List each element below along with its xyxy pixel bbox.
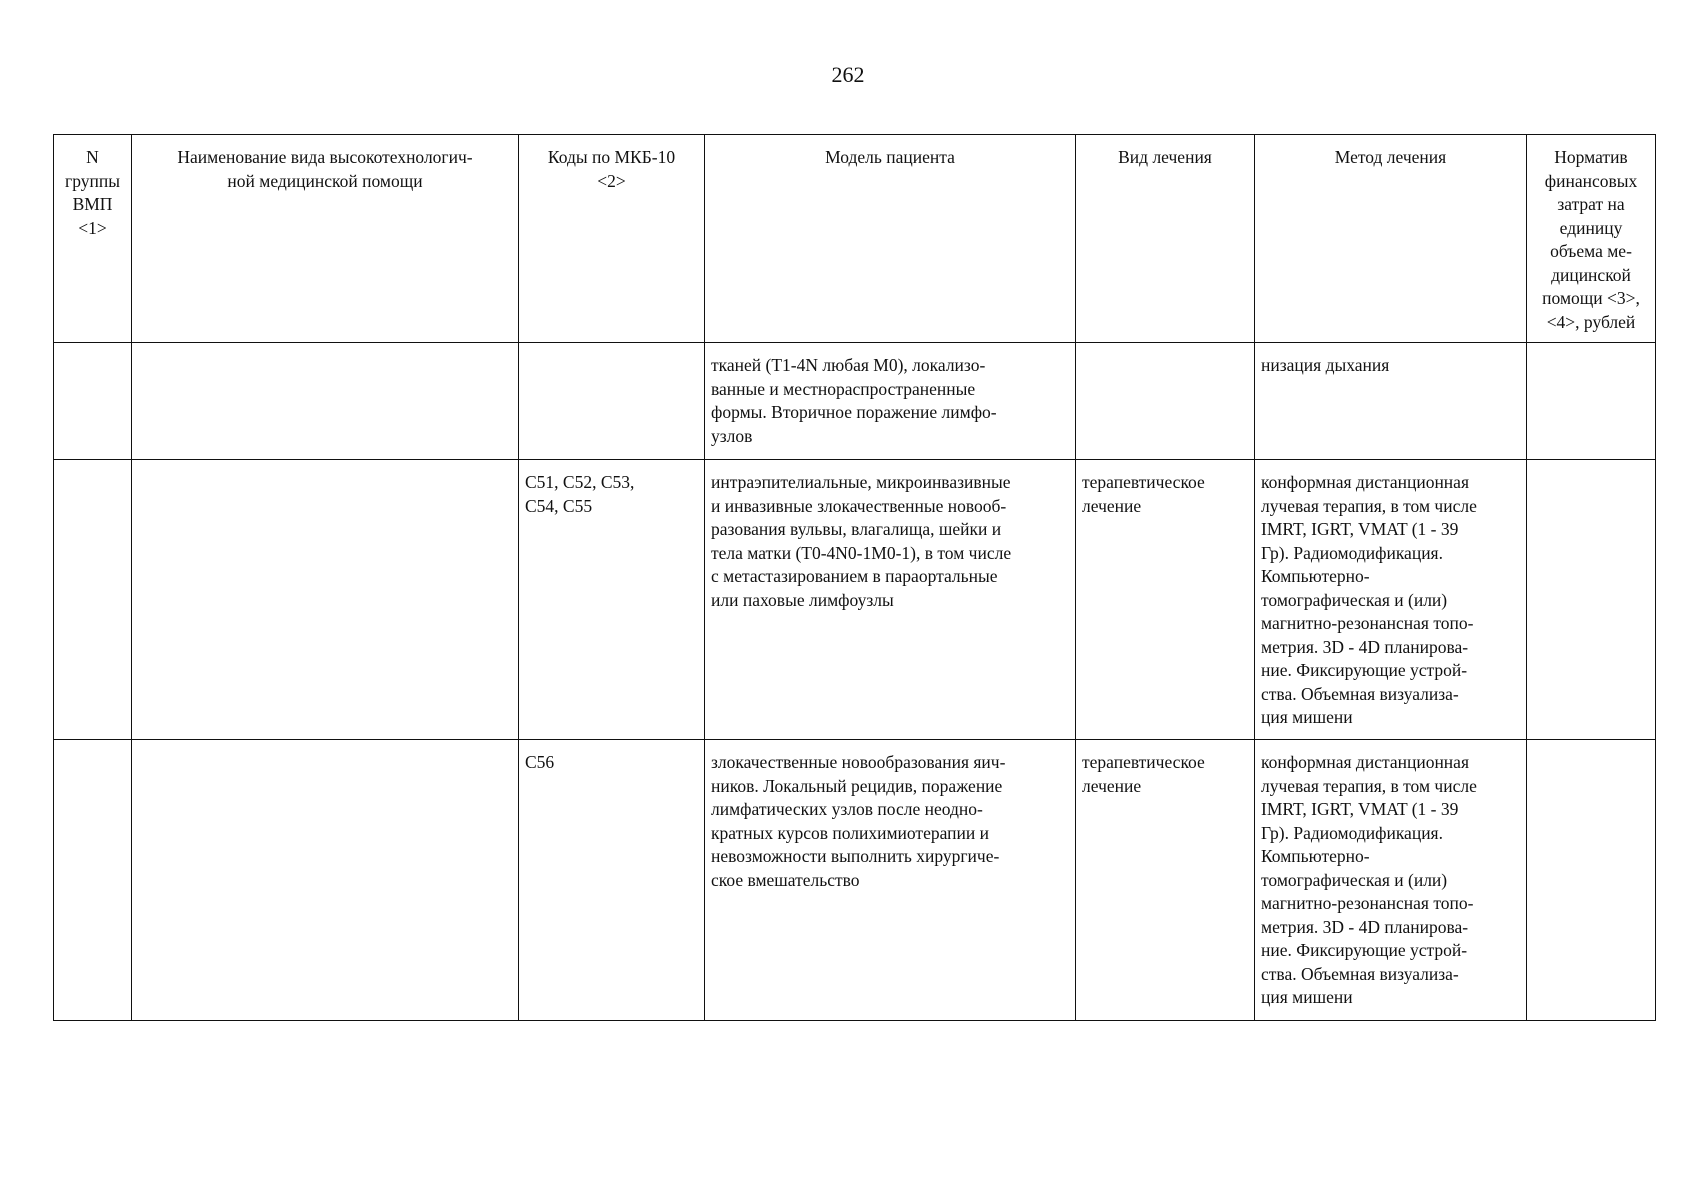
cell-icd-codes: C51, C52, C53, C54, C55 [519, 460, 705, 740]
vmp-table [53, 134, 1656, 1021]
header-icd-codes: Коды по МКБ-10 <2> [519, 135, 705, 343]
cell-treatment-method: конформная дистанционная лучевая терапия, в том числе IMRT, IGRT, VMAT (1 - 39 Гр). Радиомодификация. Компьютерно- томографическая и (или) магнитно-резонансная топо- метрия. 3D - 4D планирова- ние. Фиксирующие устрой- ства. Объемная визуализа- ция мишени [1255, 740, 1527, 1021]
cell-group-no [54, 343, 132, 460]
header-treatment-type: Вид лечения [1076, 135, 1255, 343]
header-treatment-method: Метод лечения [1255, 135, 1527, 343]
table-header-row [54, 135, 1656, 343]
table-row [54, 460, 1656, 740]
cell-treatment-method: низация дыхания [1255, 343, 1527, 460]
cell-cost-standard [1527, 460, 1656, 740]
table-row [54, 343, 1656, 460]
cell-treatment-type: терапевтическое лечение [1076, 740, 1255, 1021]
cell-cost-standard [1527, 740, 1656, 1021]
cell-care-type [132, 740, 519, 1021]
header-care-type: Наименование вида высокотехнологич- ной медицинской помощи [132, 135, 519, 343]
cell-patient-model: интраэпителиальные, микроинвазивные и инвазивные злокачественные новооб- разования вульвы, влагалища, шейки и тела матки (T0-4N0-1M0-1), в том числе с метастазированием в параортальные или паховые лимфоузлы [705, 460, 1076, 740]
header-patient-model: Модель пациента [705, 135, 1076, 343]
cell-treatment-type: терапевтическое лечение [1076, 460, 1255, 740]
cell-patient-model: злокачественные новообразования яич- ников. Локальный рецидив, поражение лимфатических узлов после неодно- кратных курсов полихимиотерапии и невозможности выполнить хирургиче- ское вмешательство [705, 740, 1076, 1021]
cell-cost-standard [1527, 343, 1656, 460]
cell-care-type [132, 460, 519, 740]
header-cost-standard: Норматив финансовых затрат на единицу объема ме- дицинской помощи <3>, <4>, рублей [1527, 135, 1656, 343]
cell-icd-codes: C56 [519, 740, 705, 1021]
header-group-no: N группы ВМП <1> [54, 135, 132, 343]
cell-icd-codes [519, 343, 705, 460]
cell-treatment-type [1076, 343, 1255, 460]
cell-treatment-method: конформная дистанционная лучевая терапия, в том числе IMRT, IGRT, VMAT (1 - 39 Гр). Радиомодификация. Компьютерно- томографическая и (или) магнитно-резонансная топо- метрия. 3D - 4D планирова- ние. Фиксирующие устрой- ства. Объемная визуализа- ция мишени [1255, 460, 1527, 740]
cell-patient-model: тканей (T1-4N любая M0), локализо- ванные и местнораспространенные формы. Вторичное поражение лимфо- узлов [705, 343, 1076, 460]
cell-care-type [132, 343, 519, 460]
table-row [54, 740, 1656, 1021]
page-number: 262 [831, 62, 865, 87]
cell-group-no [54, 460, 132, 740]
cell-group-no [54, 740, 132, 1021]
